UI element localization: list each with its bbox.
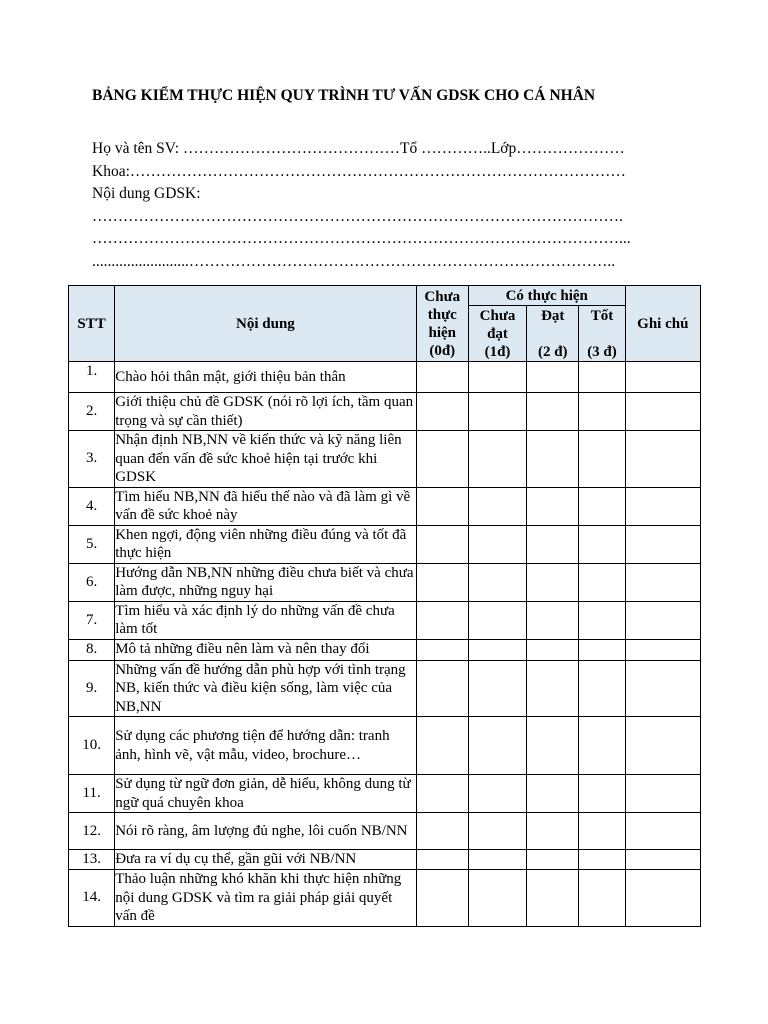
score-passed-cell[interactable] (527, 393, 579, 431)
row-content: Khen ngợi, động viên những điều đúng và tốt đã thực hiện (115, 525, 416, 563)
row-content: Mô tả những điều nên làm và nên thay đổi (115, 639, 416, 660)
notes-cell[interactable] (625, 850, 700, 870)
topic-dotted-line-2: …………………………………………………………………………………………... (92, 230, 631, 247)
score-passed-cell[interactable] (527, 525, 579, 563)
header-content: Nội dung (115, 286, 416, 362)
score-not-passed-cell[interactable] (468, 639, 526, 660)
table-row (69, 870, 701, 927)
table-row (69, 639, 701, 660)
faculty-line: Khoa:…………………………………………………………………………………… (92, 162, 626, 180)
table-row (69, 850, 701, 870)
score-not-passed-cell[interactable] (468, 525, 526, 563)
score-not-done-cell[interactable] (416, 639, 468, 660)
score-passed-cell[interactable] (527, 813, 579, 850)
notes-cell[interactable] (625, 431, 700, 488)
score-good-cell[interactable] (579, 362, 625, 393)
score-passed-cell[interactable] (527, 601, 579, 639)
score-good-cell[interactable] (579, 563, 625, 601)
table-row (69, 601, 701, 639)
score-not-passed-cell[interactable] (468, 601, 526, 639)
score-not-done-cell[interactable] (416, 870, 468, 927)
student-name-line: Họ và tên SV: ……………………………………Tổ …………..Lớp………………… (92, 140, 625, 157)
table-row (69, 660, 701, 717)
header-not-done (416, 286, 468, 362)
score-not-done-cell[interactable] (416, 850, 468, 870)
row-number: 11. (69, 775, 115, 813)
score-not-passed-cell[interactable] (468, 717, 526, 775)
header-not-passed-line2: đạt (487, 325, 508, 342)
score-not-passed-cell[interactable] (468, 850, 526, 870)
score-not-passed-cell[interactable] (468, 487, 526, 525)
score-not-passed-cell[interactable] (468, 431, 526, 488)
notes-cell[interactable] (625, 487, 700, 525)
score-good-cell[interactable] (579, 393, 625, 431)
topic-dotted-line-1: …………………………………………………………………………………………. (92, 207, 623, 225)
table-row (69, 487, 701, 525)
row-content: Nhận định NB,NN về kiến thức và kỹ năng liên quan đến vấn đề sức khoẻ hiện tại trước khi GDSK (115, 431, 416, 488)
score-not-done-cell[interactable] (416, 717, 468, 775)
score-not-done-cell[interactable] (416, 601, 468, 639)
score-passed-cell[interactable] (527, 775, 579, 813)
header-not-done-line4: (0đ) (429, 342, 456, 359)
topic-dotted-line-3: .........................……………………………………………………………………….. (92, 252, 616, 270)
header-notes: Ghi chú (625, 286, 700, 362)
form-title: BẢNG KIỂM THỰC HIỆN QUY TRÌNH TƯ VẤN GDSK CHO CÁ NHÂN (92, 87, 596, 104)
score-not-done-cell[interactable] (416, 775, 468, 813)
row-number: 12. (69, 813, 115, 850)
score-passed-cell[interactable] (527, 660, 579, 717)
score-good-cell[interactable] (579, 717, 625, 775)
row-content: Đưa ra ví dụ cụ thể, gần gũi với NB/NN (115, 850, 416, 870)
header-good-line1: Tốt (590, 307, 614, 324)
notes-cell[interactable] (625, 393, 700, 431)
score-passed-cell[interactable] (527, 563, 579, 601)
topic-label: Nội dung GDSK: (92, 185, 201, 202)
score-good-cell[interactable] (579, 813, 625, 850)
table-row (69, 775, 701, 813)
header-not-passed (468, 306, 526, 362)
header-passed (527, 306, 579, 362)
score-good-cell[interactable] (579, 639, 625, 660)
score-passed-cell[interactable] (527, 362, 579, 393)
row-content: Chào hỏi thân mật, giới thiệu bản thân (115, 362, 416, 393)
score-not-passed-cell[interactable] (468, 563, 526, 601)
score-good-cell[interactable] (579, 431, 625, 488)
notes-cell[interactable] (625, 563, 700, 601)
row-number: 3. (69, 431, 115, 488)
row-content: Sử dụng các phương tiện để hướng dẫn: tranh ảnh, hình vẽ, vật mẫu, video, brochure… (115, 717, 416, 775)
header-passed-line1: Đạt (541, 307, 565, 324)
score-not-done-cell[interactable] (416, 431, 468, 488)
score-passed-cell[interactable] (527, 431, 579, 488)
row-content: Tìm hiểu NB,NN đã hiểu thế nào và đã làm gì về vấn đề sức khoẻ này (115, 487, 416, 525)
score-not-passed-cell[interactable] (468, 393, 526, 431)
score-good-cell[interactable] (579, 775, 625, 813)
header-stt: STT (69, 286, 115, 362)
row-number: 14. (69, 870, 115, 927)
row-number: 10. (69, 717, 115, 775)
score-passed-cell[interactable] (527, 850, 579, 870)
row-content: Nói rõ ràng, âm lượng đủ nghe, lôi cuốn NB/NN (115, 813, 416, 850)
score-not-done-cell[interactable] (416, 362, 468, 393)
notes-cell[interactable] (625, 775, 700, 813)
header-good-line2: (3 đ) (587, 343, 617, 360)
score-good-cell[interactable] (579, 660, 625, 717)
row-number: 7. (69, 601, 115, 639)
notes-cell[interactable] (625, 660, 700, 717)
row-number: 13. (69, 850, 115, 870)
student-info-block (92, 138, 631, 273)
row-number: 9. (69, 660, 115, 717)
score-passed-cell[interactable] (527, 717, 579, 775)
table-row (69, 813, 701, 850)
header-not-done-line2: thực (427, 306, 457, 323)
notes-cell[interactable] (625, 601, 700, 639)
checklist-table (68, 285, 701, 927)
score-not-passed-cell[interactable] (468, 813, 526, 850)
row-content: Thảo luận những khó khăn khi thực hiện những nội dung GDSK và tìm ra giải pháp giải quyết vấn đề (115, 870, 416, 927)
notes-cell[interactable] (625, 362, 700, 393)
header-not-done-line3: hiện (428, 324, 457, 341)
score-good-cell[interactable] (579, 601, 625, 639)
notes-cell[interactable] (625, 870, 700, 927)
table-row (69, 563, 701, 601)
notes-cell[interactable] (625, 813, 700, 850)
score-good-cell[interactable] (579, 870, 625, 927)
row-content: Giới thiệu chủ đề GDSK (nói rõ lợi ích, tầm quan trọng và sự cần thiết) (115, 393, 416, 431)
row-content: Tìm hiểu và xác định lý do những vấn đề chưa làm tốt (115, 601, 416, 639)
score-not-done-cell[interactable] (416, 813, 468, 850)
score-not-done-cell[interactable] (416, 487, 468, 525)
header-done-group: Có thực hiện (468, 286, 625, 306)
table-row (69, 717, 701, 775)
score-not-passed-cell[interactable] (468, 660, 526, 717)
score-good-cell[interactable] (579, 525, 625, 563)
score-not-passed-cell[interactable] (468, 775, 526, 813)
row-content: Hướng dẫn NB,NN những điều chưa biết và chưa làm được, những nguy hại (115, 563, 416, 601)
table-row (69, 431, 701, 488)
table-row (69, 525, 701, 563)
score-not-passed-cell[interactable] (468, 362, 526, 393)
score-not-done-cell[interactable] (416, 393, 468, 431)
score-not-done-cell[interactable] (416, 525, 468, 563)
notes-cell[interactable] (625, 717, 700, 775)
score-not-done-cell[interactable] (416, 660, 468, 717)
header-good (579, 306, 625, 362)
table-row (69, 362, 701, 393)
header-not-done-line1: Chưa (424, 288, 461, 305)
notes-cell[interactable] (625, 525, 700, 563)
row-number: 2. (69, 393, 115, 431)
header-not-passed-line3: (1đ) (484, 343, 511, 360)
row-number: 5. (69, 525, 115, 563)
header-passed-line2: (2 đ) (537, 343, 568, 360)
row-content: Sử dụng từ ngữ đơn giản, dễ hiểu, không dung từ ngữ quá chuyên khoa (115, 775, 416, 813)
score-not-done-cell[interactable] (416, 563, 468, 601)
notes-cell[interactable] (625, 639, 700, 660)
score-passed-cell[interactable] (527, 639, 579, 660)
row-number: 6. (69, 563, 115, 601)
score-good-cell[interactable] (579, 487, 625, 525)
header-not-passed-line1: Chưa (479, 307, 516, 324)
row-content: Những vấn đề hướng dẫn phù hợp với tình trạng NB, kiến thức và điều kiện sống, làm việc của NB,NN (115, 660, 416, 717)
table-row (69, 393, 701, 431)
row-number: 4. (69, 487, 115, 525)
row-number: 8. (69, 639, 115, 660)
score-passed-cell[interactable] (527, 870, 579, 927)
score-good-cell[interactable] (579, 850, 625, 870)
score-not-passed-cell[interactable] (468, 870, 526, 927)
row-number: 1. (69, 362, 115, 393)
score-passed-cell[interactable] (527, 487, 579, 525)
